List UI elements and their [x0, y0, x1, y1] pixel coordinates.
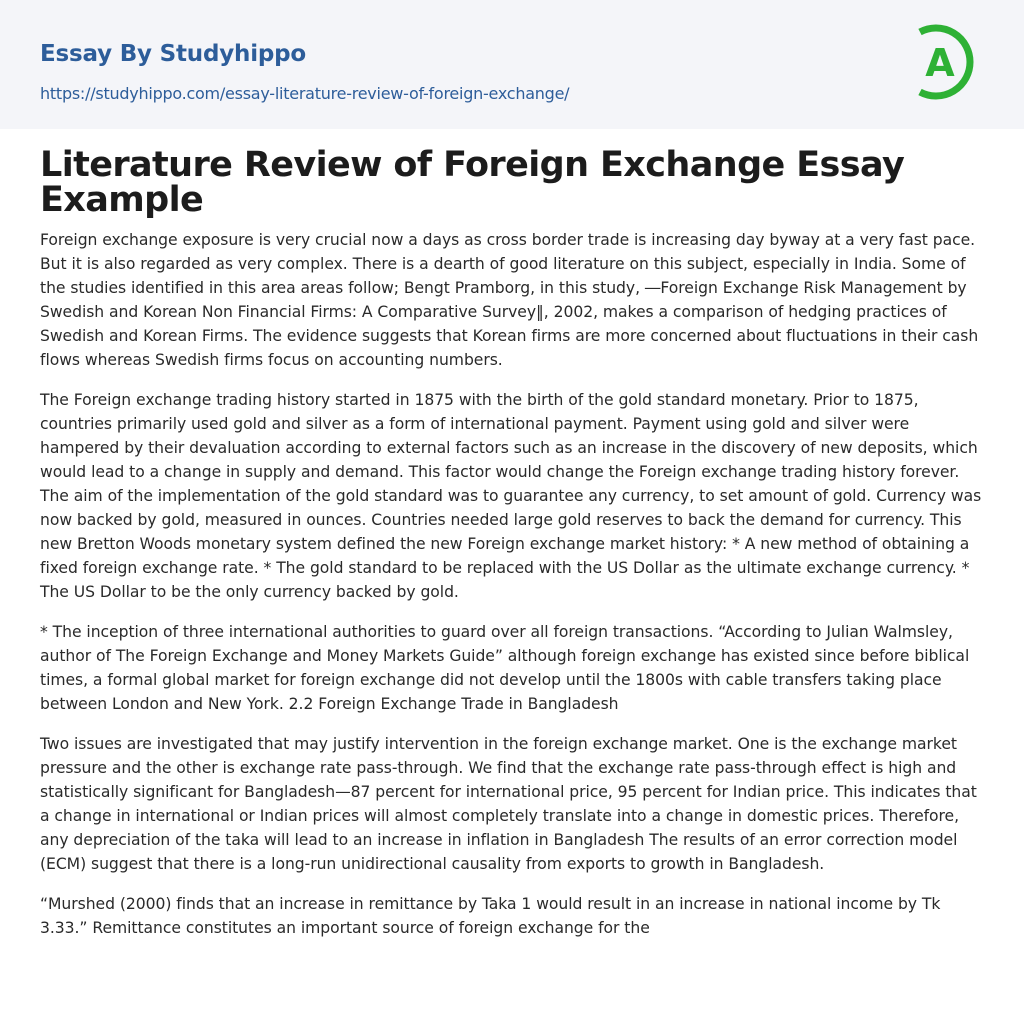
- studyhippo-logo-icon[interactable]: [906, 16, 988, 108]
- article-paragraph: Two issues are investigated that may justify intervention in the foreign exchange market. One is the exchange market pressure and the other is exchange rate pass-through. We find that the exchange rate pass-through effect is high and statistically significant for Bangladesh—87 percent for international price, 95 percent for Indian price. This indicates that a change in international or Indian prices will almost completely translate into a change in domestic prices. Therefore, any depreciation of the taka will lead to an increase in inflation in Bangladesh The results of an error correction model (ECM) suggest that there is a long-run unidirectional causality from exports to growth in Bangladesh.: [40, 735, 977, 873]
- article-paragraph: “Murshed (2000) finds that an increase in remittance by Taka 1 would result in an increase in national income by Tk 3.33.” Remittance constitutes an important source of foreign exchange for the: [40, 895, 941, 937]
- article-body: [40, 228, 984, 956]
- site-header: [0, 0, 1024, 129]
- article-paragraph: The Foreign exchange trading history started in 1875 with the birth of the gold standard monetary. Prior to 1875, countries primarily used gold and silver as a form of international payment. Payment using gold and silver were hampered by their devaluation according to external factors such as an increase in the discovery of new deposits, which would lead to a change in supply and demand. This factor would change the Foreign exchange trading history forever. The aim of the implementation of the gold standard was to guarantee any currency, to set amount of gold. Currency was now backed by gold, measured in ounces. Countries needed large gold reserves to back the demand for currency. This new Bretton Woods monetary system defined the new Foreign exchange market history: * A new method of obtaining a fixed foreign exchange rate. * The gold standard to be replaced with the US Dollar as the ultimate exchange currency. * The US Dollar to be the only currency backed by gold.: [40, 391, 982, 601]
- site-brand[interactable]: Essay By Studyhippo: [40, 41, 307, 67]
- article-paragraph: * The inception of three international authorities to guard over all foreign transactions. “According to Julian Walmsley, author of The Foreign Exchange and Money Markets Guide” although foreign exchange has existed since before biblical times, a formal global market for foreign exchange did not develop until the 1800s with cable transfers taking place between London and New York. 2.2 Foreign Exchange Trade in Bangladesh: [40, 623, 970, 713]
- article-paragraph: Foreign exchange exposure is very crucial now a days as cross border trade is increasing day byway at a very fast pace. But it is also regarded as very complex. There is a dearth of good literature on this subject, especially in India. Some of the studies identified in this area areas follow; Bengt Pramborg, in this study, ―Foreign Exchange Risk Management by Swedish and Korean Non Financial Firms: A Comparative Survey‖, 2002, makes a comparison of hedging practices of Swedish and Korean Firms. The evidence suggests that Korean firms are more concerned about fluctuations in their cash flows whereas Swedish firms focus on accounting numbers.: [40, 231, 979, 369]
- article-title: Literature Review of Foreign Exchange Essay Example: [40, 145, 905, 220]
- logo-letter: A: [925, 41, 955, 85]
- article-url-link[interactable]: https://studyhippo.com/essay-literature-review-of-foreign-exchange/: [40, 84, 570, 103]
